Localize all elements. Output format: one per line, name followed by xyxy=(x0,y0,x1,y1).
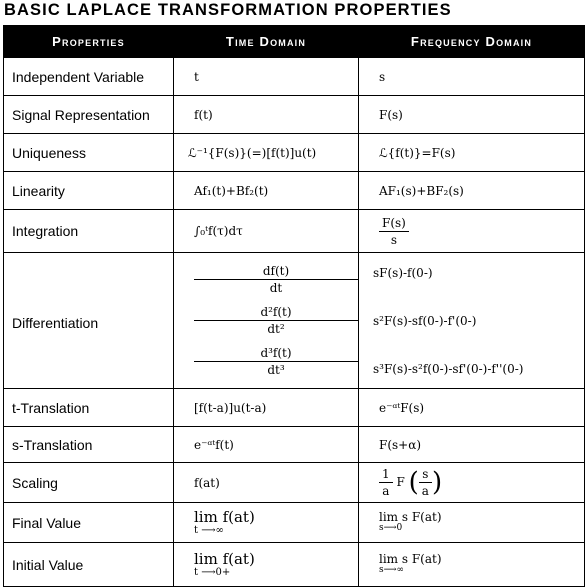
table-row xyxy=(4,210,585,253)
time-cell xyxy=(174,543,359,587)
freq-cell: AF₁(s)+BF₂(s) xyxy=(359,172,585,210)
table-row xyxy=(4,389,585,427)
table-row xyxy=(4,172,585,210)
limit-subscript: t ⟶∞ xyxy=(194,525,224,537)
time-cell xyxy=(174,253,359,389)
scaling-f: F xyxy=(396,475,405,489)
fraction-denominator: s xyxy=(390,232,398,247)
property-cell: Initial Value xyxy=(4,543,174,587)
freq-line: s²F(s)-sf(0-)-f'(0-) xyxy=(373,313,477,328)
property-cell: Uniqueness xyxy=(4,134,174,172)
table-row xyxy=(4,427,585,463)
page-title: BASIC LAPLACE TRANSFORMATION PROPERTIES xyxy=(4,1,452,19)
property-cell: Final Value xyxy=(4,503,174,543)
limit-body: lim f(at) xyxy=(194,549,255,568)
fraction xyxy=(194,305,358,336)
limit-subscript: s⟶∞ xyxy=(379,565,405,576)
fraction-numerator: s xyxy=(419,467,432,483)
table-row xyxy=(4,543,585,587)
table-row xyxy=(4,58,585,96)
fraction-denominator: dt² xyxy=(267,322,285,336)
table-row xyxy=(4,253,585,389)
freq-cell: F(s+α) xyxy=(359,427,585,463)
fraction-numerator: df(t) xyxy=(194,264,358,280)
fraction-numerator: 1 xyxy=(379,467,393,483)
fraction-denominator: dt³ xyxy=(267,363,285,377)
header-properties: Properties xyxy=(4,26,174,58)
derivative-stack xyxy=(194,264,358,377)
property-cell: Integration xyxy=(4,210,174,253)
time-cell: f(at) xyxy=(174,463,359,503)
limit-expression xyxy=(194,551,255,579)
property-cell: Differentiation xyxy=(4,253,174,389)
table-row xyxy=(4,503,585,543)
property-cell: t-Translation xyxy=(4,389,174,427)
fraction-numerator: F(s) xyxy=(379,216,409,232)
fraction-denominator: dt xyxy=(269,281,283,295)
limit-expression xyxy=(379,553,442,576)
freq-cell xyxy=(359,543,585,587)
header-frequency-domain: Frequency Domain xyxy=(359,26,585,58)
limit-body: lim s F(at) xyxy=(379,551,442,566)
header-time-domain: Time Domain xyxy=(174,26,359,58)
fraction xyxy=(194,264,358,295)
freq-cell: ℒ{f(t)}=F(s) xyxy=(359,134,585,172)
fraction-denominator: a xyxy=(382,484,390,498)
property-cell: Independent Variable xyxy=(4,58,174,96)
time-cell: f(t) xyxy=(174,96,359,134)
property-cell: s-Translation xyxy=(4,427,174,463)
freq-cell xyxy=(359,503,585,543)
table-row xyxy=(4,463,585,503)
property-cell: Linearity xyxy=(4,172,174,210)
limit-expression xyxy=(194,509,255,537)
fraction xyxy=(419,467,432,498)
freq-cell xyxy=(359,210,585,253)
property-cell: Signal Representation xyxy=(4,96,174,134)
freq-cell: F(s) xyxy=(359,96,585,134)
freq-line: sF(s)-f(0-) xyxy=(373,265,433,280)
freq-line: s³F(s)-s²f(0-)-sf'(0-)-f''(0-) xyxy=(373,361,524,376)
paren-close-icon: ) xyxy=(431,467,443,498)
fraction-denominator: a xyxy=(421,484,429,498)
freq-cell: s xyxy=(359,58,585,96)
limit-body: lim s F(at) xyxy=(379,509,442,524)
freq-cell: e⁻ᵅᵗF(s) xyxy=(359,389,585,427)
fraction xyxy=(379,216,409,247)
limit-expression xyxy=(379,511,442,534)
fraction xyxy=(194,346,358,377)
time-cell: [f(t-a)]u(t-a) xyxy=(174,389,359,427)
fraction-numerator: d³f(t) xyxy=(194,346,358,362)
table-row xyxy=(4,134,585,172)
property-cell: Scaling xyxy=(4,463,174,503)
header-row xyxy=(4,26,585,58)
time-cell xyxy=(174,503,359,543)
paren-open-icon: ( xyxy=(408,467,419,498)
time-cell: t xyxy=(174,58,359,96)
freq-cell xyxy=(359,463,585,503)
laplace-properties-table xyxy=(3,25,585,587)
fraction xyxy=(379,467,393,498)
time-cell: e⁻ᵅᵗf(t) xyxy=(174,427,359,463)
limit-body: lim f(at) xyxy=(194,507,255,526)
freq-cell xyxy=(359,253,585,389)
time-cell: ∫₀ᵗf(τ)dτ xyxy=(174,210,359,253)
time-cell: ℒ⁻¹{F(s)}(=)[f(t)]u(t) xyxy=(174,134,359,172)
limit-subscript: t ⟶0+ xyxy=(194,567,231,579)
fraction-numerator: d²f(t) xyxy=(194,305,358,321)
limit-subscript: s⟶0 xyxy=(379,523,403,534)
time-cell: Af₁(t)+Bf₂(t) xyxy=(174,172,359,210)
table-row xyxy=(4,96,585,134)
